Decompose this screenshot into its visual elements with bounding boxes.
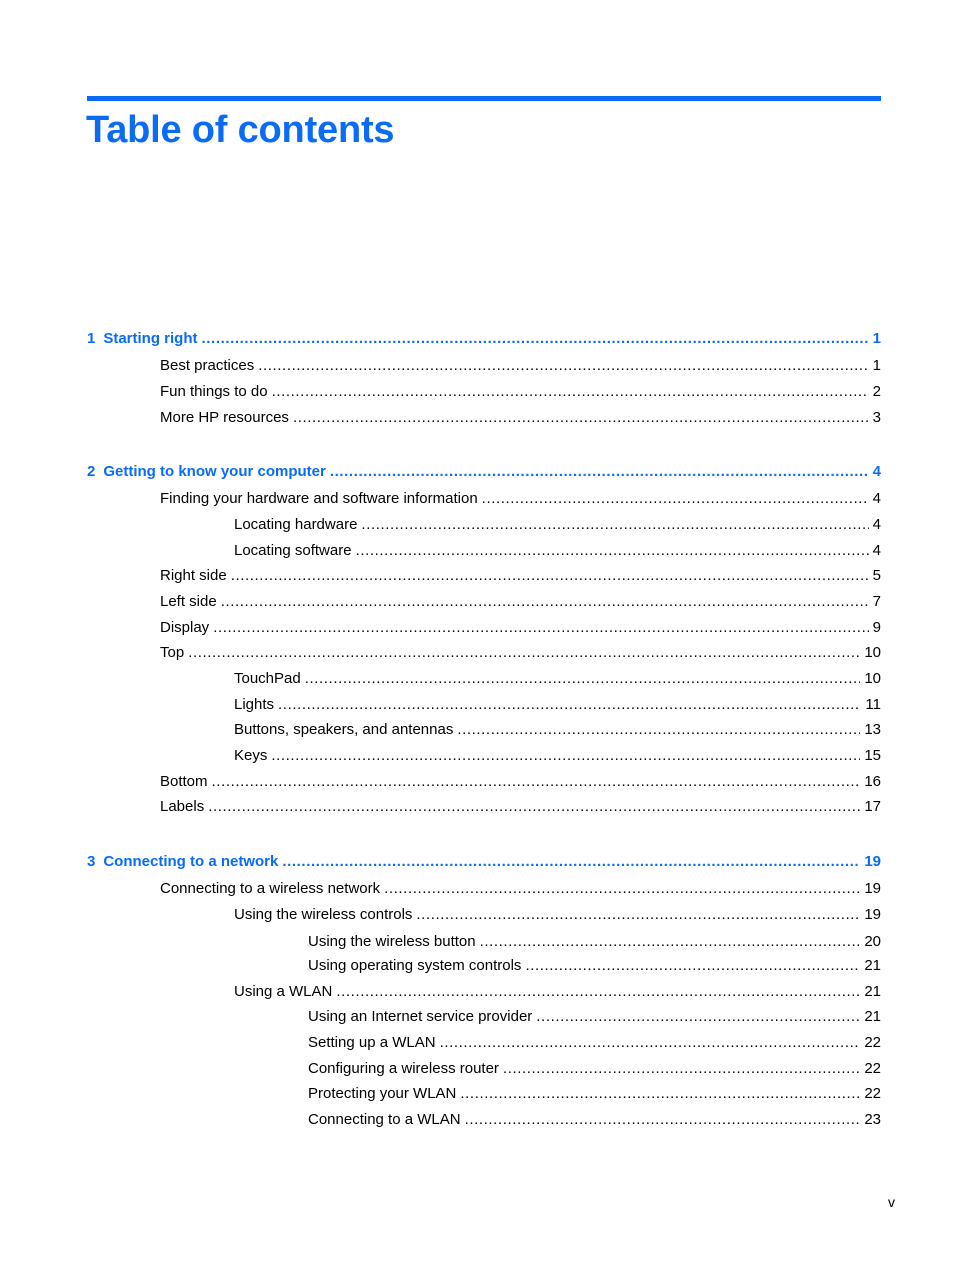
toc-entry[interactable] <box>87 771 881 793</box>
dot-leader <box>457 719 860 741</box>
toc-entry-label <box>308 955 521 977</box>
toc-page-number: 20 <box>864 933 881 950</box>
dot-leader <box>330 461 869 483</box>
toc-entry-label <box>160 617 209 639</box>
chapter-number: 1 <box>87 330 96 347</box>
page-number: v <box>888 1194 895 1210</box>
toc-entry-label <box>234 904 412 926</box>
toc-entry[interactable] <box>87 1058 881 1080</box>
toc-entry[interactable] <box>87 931 881 953</box>
toc-entry-text: Best practices <box>160 357 255 374</box>
toc-entry-label <box>87 461 326 483</box>
toc-page-number: 19 <box>864 906 881 923</box>
toc-entry-label <box>308 1083 456 1105</box>
toc-entry-label <box>234 745 267 767</box>
dot-leader <box>356 540 869 562</box>
toc-page-number: 23 <box>864 1111 881 1128</box>
toc-entry-text: Right side <box>160 567 227 584</box>
toc-entry[interactable] <box>87 796 881 818</box>
toc-page-number: 22 <box>864 1034 881 1051</box>
toc-entry[interactable] <box>87 1032 881 1054</box>
toc-entry[interactable] <box>87 1083 881 1105</box>
toc-entry-label <box>308 1006 532 1028</box>
toc-entry-label <box>160 407 289 429</box>
toc-entry-text: Using the wireless controls <box>234 906 413 923</box>
toc-entry-label <box>160 381 268 403</box>
dot-leader <box>525 955 860 977</box>
dot-leader <box>272 381 869 403</box>
toc-page-number: 13 <box>864 721 881 738</box>
toc-entry[interactable] <box>87 355 881 377</box>
toc-page-number: 4 <box>872 542 881 559</box>
toc-page-number: 1 <box>872 330 881 347</box>
toc-entry[interactable] <box>87 591 881 613</box>
toc-entry-text: Connecting to a wireless network <box>160 880 381 897</box>
chapter-number: 3 <box>87 853 96 870</box>
toc-entry-text: Buttons, speakers, and antennas <box>234 721 454 738</box>
toc-entry-text: Finding your hardware and software information <box>160 490 478 507</box>
toc-entry[interactable] <box>87 488 881 510</box>
dot-leader <box>460 1083 860 1105</box>
dot-leader <box>336 981 860 1003</box>
toc-entry-label <box>308 1058 499 1080</box>
page-title: Table of contents <box>86 109 395 151</box>
toc-entry[interactable] <box>87 745 881 767</box>
toc-page-number: 16 <box>864 773 881 790</box>
toc-entry-label <box>234 540 352 562</box>
toc-entry[interactable] <box>87 514 881 536</box>
toc-entry-text: More HP resources <box>160 409 289 426</box>
toc-page-number: 15 <box>864 747 881 764</box>
toc-page-number: 19 <box>864 880 881 897</box>
toc-page-number: 22 <box>864 1085 881 1102</box>
toc-entry[interactable] <box>87 878 881 900</box>
toc-entry-text: Starting right <box>103 330 198 347</box>
toc-entry[interactable] <box>87 407 881 429</box>
dot-leader <box>440 1032 861 1054</box>
dot-leader <box>465 1109 861 1131</box>
dot-leader <box>361 514 868 536</box>
toc-page-number: 11 <box>865 696 881 713</box>
toc-entry-text: Getting to know your computer <box>103 463 326 480</box>
toc-entry-label <box>160 771 208 793</box>
dot-leader <box>188 642 860 664</box>
toc-page-number: 19 <box>864 853 881 870</box>
toc-entry-label <box>308 1109 461 1131</box>
toc-page-number: 17 <box>864 798 881 815</box>
toc-page-number: 21 <box>864 957 881 974</box>
toc-entry-label <box>234 514 357 536</box>
toc-page-number: 1 <box>872 357 881 374</box>
toc-entry[interactable] <box>87 719 881 741</box>
toc-entry-text: Connecting to a network <box>103 853 279 870</box>
toc-entry-text: Using operating system controls <box>308 957 522 974</box>
dot-leader <box>258 355 868 377</box>
toc-entry[interactable] <box>87 565 881 587</box>
toc-entry-text: Connecting to a WLAN <box>308 1111 461 1128</box>
toc-chapter-entry[interactable] <box>87 461 881 483</box>
toc-page-number: 3 <box>872 409 881 426</box>
toc-entry-label <box>87 328 198 350</box>
toc-entry-text: Configuring a wireless router <box>308 1060 499 1077</box>
toc-entry-label <box>160 565 227 587</box>
dot-leader <box>384 878 860 900</box>
toc-entry-text: Protecting your WLAN <box>308 1085 457 1102</box>
dot-leader <box>208 796 860 818</box>
toc-entry-text: Labels <box>160 798 205 815</box>
toc-entry-text: Keys <box>234 747 268 764</box>
title-rule <box>87 96 881 101</box>
toc-entry[interactable] <box>87 617 881 639</box>
dot-leader <box>231 565 869 587</box>
toc-entry-label <box>160 355 254 377</box>
toc-entry[interactable] <box>87 1109 881 1131</box>
toc-entry[interactable] <box>87 904 881 926</box>
toc-entry-label <box>308 931 476 953</box>
toc-entry-label <box>87 851 278 873</box>
toc-entry[interactable] <box>87 668 881 690</box>
dot-leader <box>282 851 860 873</box>
toc-page-number: 7 <box>872 593 881 610</box>
toc-entry-text: Locating software <box>234 542 352 559</box>
toc-chapter-entry[interactable] <box>87 328 881 350</box>
dot-leader <box>271 745 860 767</box>
dot-leader <box>221 591 869 613</box>
dot-leader <box>480 931 861 953</box>
dot-leader <box>213 617 868 639</box>
toc-entry-text: Using a WLAN <box>234 983 333 1000</box>
toc-entry-label <box>160 878 380 900</box>
dot-leader <box>503 1058 860 1080</box>
toc-entry-label <box>234 694 274 716</box>
toc-entry-label <box>160 488 478 510</box>
chapter-number: 2 <box>87 463 96 480</box>
dot-leader <box>293 407 869 429</box>
toc-entry-text: Locating hardware <box>234 516 358 533</box>
dot-leader <box>416 904 860 926</box>
toc-page-number: 2 <box>872 383 881 400</box>
dot-leader <box>212 771 861 793</box>
toc-page-number: 21 <box>864 983 881 1000</box>
toc-page-number: 22 <box>864 1060 881 1077</box>
dot-leader <box>536 1006 860 1028</box>
toc-entry-text: Bottom <box>160 773 208 790</box>
toc-page-number: 21 <box>864 1008 881 1025</box>
toc-entry-label <box>160 796 204 818</box>
toc-page-number: 4 <box>872 516 881 533</box>
toc-entry-label <box>160 591 217 613</box>
toc-entry-label <box>234 668 301 690</box>
toc-entry[interactable] <box>87 981 881 1003</box>
dot-leader <box>278 694 861 716</box>
toc-entry-text: Using an Internet service provider <box>308 1008 533 1025</box>
toc-page-number: 10 <box>864 670 881 687</box>
toc-entry-label <box>308 1032 436 1054</box>
dot-leader <box>482 488 869 510</box>
toc-entry[interactable] <box>87 381 881 403</box>
toc-entry-text: Lights <box>234 696 275 713</box>
toc-page-number: 4 <box>872 490 881 507</box>
toc-entry-text: Top <box>160 644 185 661</box>
toc-page-number: 4 <box>872 463 881 480</box>
dot-leader <box>305 668 861 690</box>
toc-entry-text: Display <box>160 619 210 636</box>
toc-page-number: 9 <box>872 619 881 636</box>
toc-entry[interactable] <box>87 642 881 664</box>
toc-entry-text: Fun things to do <box>160 383 268 400</box>
toc-entry-text: Left side <box>160 593 217 610</box>
dot-leader <box>202 328 869 350</box>
toc-entry-label <box>234 719 453 741</box>
toc-entry-text: TouchPad <box>234 670 301 687</box>
toc-entry[interactable] <box>87 1006 881 1028</box>
toc-entry[interactable] <box>87 694 881 716</box>
toc-page-number: 5 <box>872 567 881 584</box>
toc-chapter-entry[interactable] <box>87 851 881 873</box>
toc-entry-text: Setting up a WLAN <box>308 1034 436 1051</box>
toc-entry[interactable] <box>87 955 881 977</box>
toc-page-number: 10 <box>864 644 881 661</box>
toc-entry-text: Using the wireless button <box>308 933 476 950</box>
toc-entry[interactable] <box>87 540 881 562</box>
toc-entry-label <box>234 981 332 1003</box>
toc-entry-label <box>160 642 184 664</box>
